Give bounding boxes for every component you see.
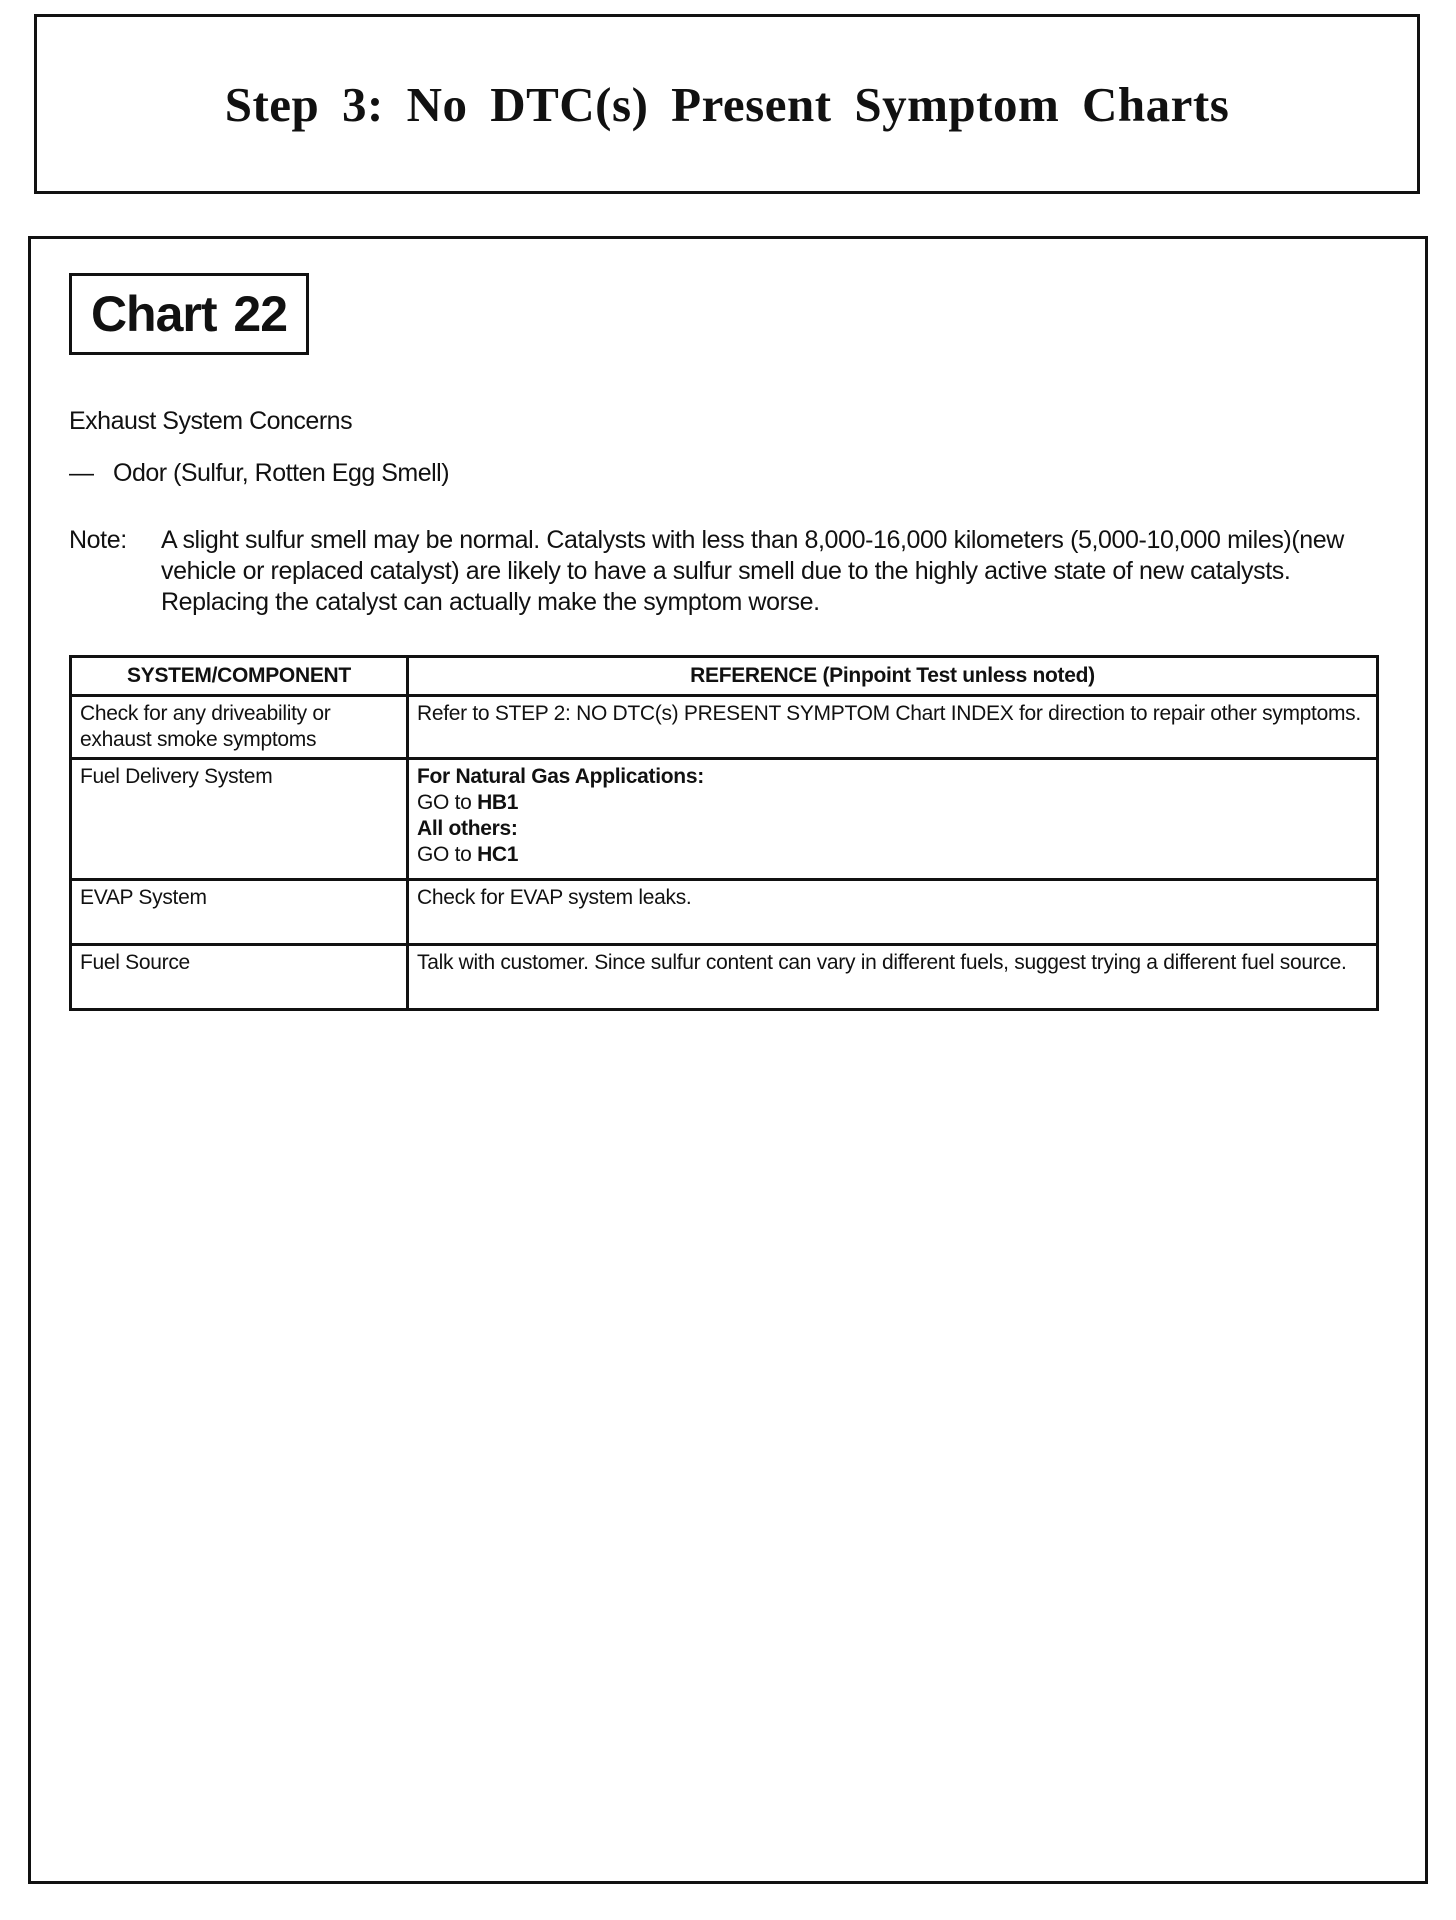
component-cell: Check for any driveability or exhaust smoke symptoms (71, 696, 408, 759)
concern-heading: Exhaust System Concerns (69, 407, 353, 435)
chart-panel (28, 236, 1428, 1884)
reference-heading: For Natural Gas Applications: (417, 765, 704, 788)
test-code: HC1 (477, 843, 519, 866)
table-row (71, 759, 1378, 880)
goto-text: GO to (417, 843, 478, 866)
note-text: A slight sulfur smell may be normal. Catalysts with less than 8,000-16,000 kilometers (5,000-10,000 miles)(new vehicle or replaced catalyst) are likely to have a sulfur smell due to the highly active state of new catalysts. Replacing the catalyst can actually make the symptom worse. (161, 526, 1344, 616)
symptom-table (69, 655, 1379, 1011)
chart-label: Chart 22 (90, 286, 288, 342)
table-row (71, 880, 1378, 945)
table-header-row (71, 657, 1378, 696)
reference-heading: All others: (417, 817, 518, 840)
subconcern (69, 459, 449, 488)
title-box (34, 14, 1420, 194)
reference-goto (417, 842, 1368, 868)
reference-cell: Check for EVAP system leaks. (408, 880, 1378, 945)
reference-cell: Talk with customer. Since sulfur content can vary in different fuels, suggest trying a different fuel source. (408, 945, 1378, 1010)
reference-cell: Refer to STEP 2: NO DTC(s) PRESENT SYMPTOM Chart INDEX for direction to repair other symptoms. (408, 696, 1378, 759)
dash-mark: — (69, 459, 94, 487)
header-reference: REFERENCE (Pinpoint Test unless noted) (408, 657, 1378, 696)
header-system-component: SYSTEM/COMPONENT (71, 657, 408, 696)
reference-goto (417, 790, 1368, 816)
reference-cell (408, 759, 1378, 880)
table-row (71, 945, 1378, 1010)
goto-text: GO to (417, 791, 478, 814)
component-cell: Fuel Source (71, 945, 408, 1010)
test-code: HB1 (477, 791, 519, 814)
table-row (71, 696, 1378, 759)
note (69, 525, 1399, 618)
page-title: Step 3: No DTC(s) Present Symptom Charts (224, 76, 1230, 132)
subconcern-text: Odor (Sulfur, Rotten Egg Smell) (113, 459, 450, 487)
note-label: Note: (69, 526, 127, 554)
component-cell: Fuel Delivery System (71, 759, 408, 880)
component-cell: EVAP System (71, 880, 408, 945)
chart-label-box (69, 273, 309, 355)
